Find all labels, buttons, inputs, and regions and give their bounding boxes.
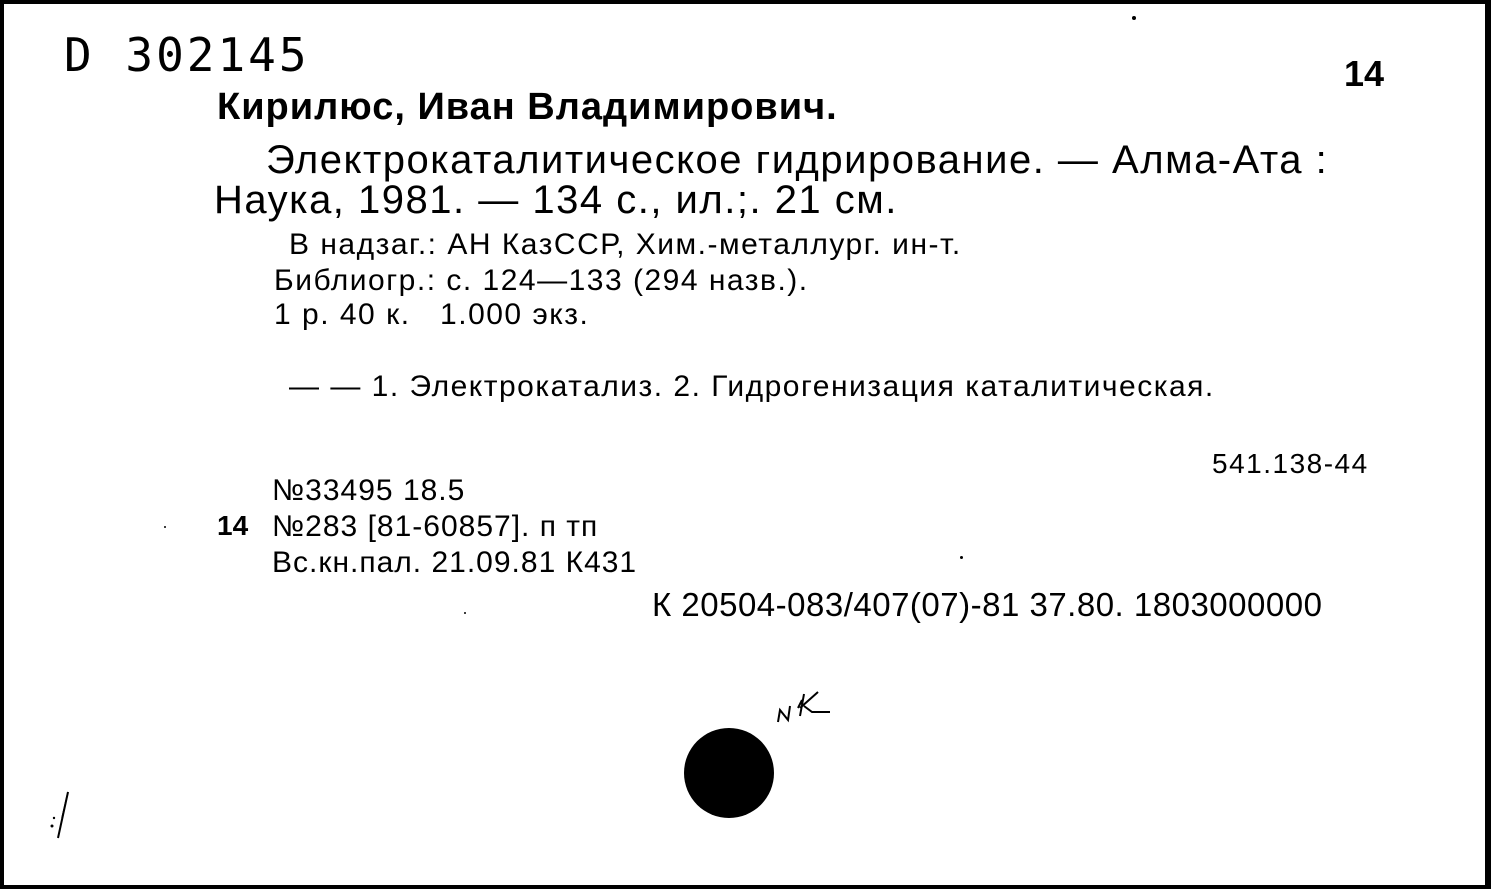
call-number: D 302145 — [64, 28, 310, 82]
order-number: №283 [81-60857]. п тп — [272, 510, 599, 543]
code-line: К 20504-083/407(07)-81 37.80. 1803000000 — [652, 586, 1323, 623]
handwritten-mark-icon — [44, 788, 84, 844]
punch-hole — [684, 728, 774, 818]
subject-headings: — — 1. Электрокатализ. 2. Гидрогенизация каталитическая. — [289, 370, 1215, 403]
scan-speck — [464, 612, 466, 614]
author-heading: Кирилюс, Иван Владимирович. — [217, 86, 838, 128]
note-series: В надзаг.: АН КазССР, Хим.-металлург. ин-т. — [289, 228, 962, 261]
title-line-1: Электрокаталитическое гидрирование. — Алма-Ата : — [266, 138, 1329, 182]
row-prefix: 14 — [217, 510, 249, 541]
title-line-2: Наука, 1981. — 134 с., ил.;. 21 см. — [214, 178, 898, 222]
note-bibliography: Библиогр.: с. 124—133 (294 назв.). — [274, 264, 809, 297]
page-number: 14 — [1344, 53, 1385, 94]
price-copies: 1 р. 40 к. 1.000 экз. — [274, 298, 590, 331]
udc-classification: 541.138-44 — [1212, 448, 1369, 479]
accession-number: №33495 18.5 — [272, 474, 466, 507]
scan-speck — [960, 556, 963, 559]
scan-speck — [1132, 16, 1136, 20]
registry-line: Вс.кн.пал. 21.09.81 К431 — [272, 546, 638, 579]
scan-speck — [164, 526, 166, 528]
handwritten-initials-icon — [774, 686, 854, 730]
